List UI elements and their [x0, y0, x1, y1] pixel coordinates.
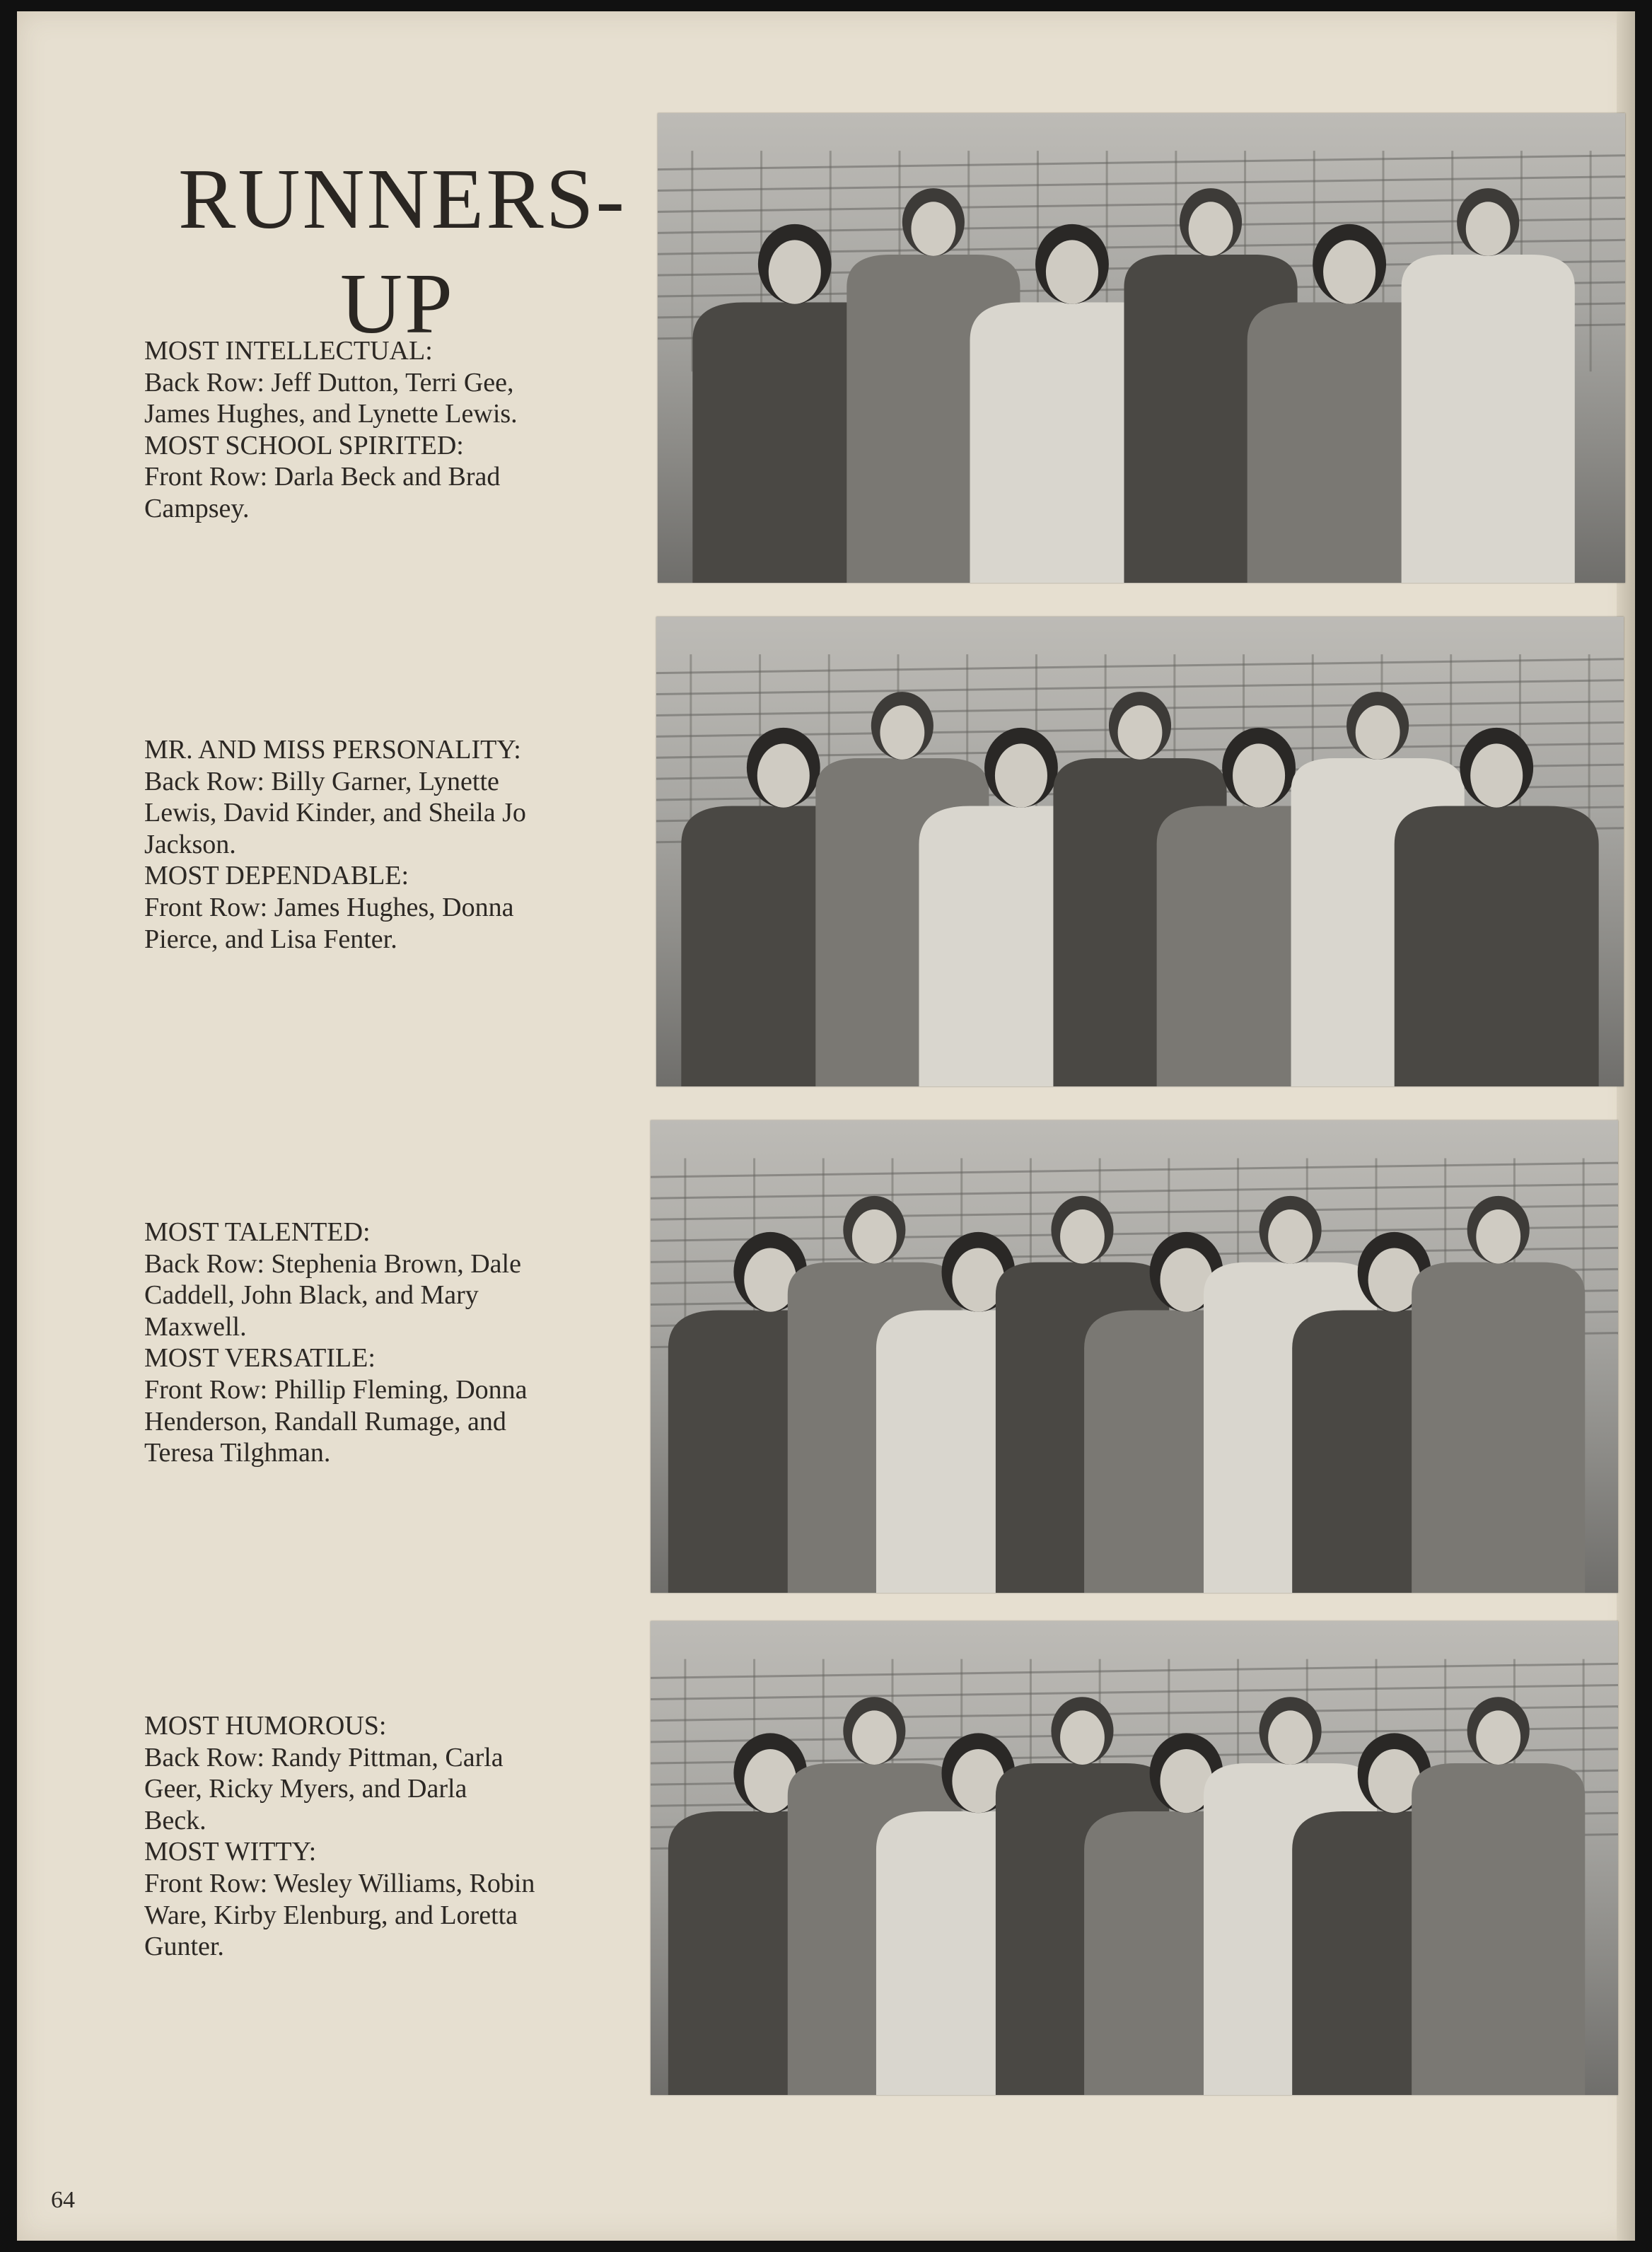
title-line-2: UP — [340, 256, 455, 352]
person-face — [1060, 1710, 1105, 1765]
caption-line: Jackson. — [144, 829, 236, 859]
group-photo-1 — [658, 113, 1625, 583]
caption-line: Campsey. — [144, 493, 250, 523]
yearbook-page — [17, 11, 1635, 2241]
person-face — [1470, 743, 1523, 807]
person-body — [1412, 1263, 1585, 1593]
caption-line: Pierce, and Lisa Fenter. — [144, 924, 397, 954]
caption-line: Front Row: Phillip Fleming, Donna — [144, 1374, 528, 1405]
caption-line: Gunter. — [144, 1932, 224, 1962]
person-face — [1046, 240, 1098, 303]
page-number: 64 — [51, 2187, 75, 2213]
photo-scene — [656, 617, 1624, 1086]
page-title — [178, 147, 627, 356]
bleacher-line — [658, 156, 1625, 170]
caption-line: Back Row: Billy Garner, Lynette — [144, 766, 499, 796]
photo-scene — [651, 1120, 1618, 1593]
person-face — [1268, 1209, 1313, 1264]
caption-line: Geer, Ricky Myers, and Darla — [144, 1774, 467, 1804]
caption-line: MOST INTELLECTUAL: — [144, 336, 433, 366]
caption-line: MOST HUMOROUS: — [144, 1711, 387, 1741]
caption-line: Back Row: Randy Pittman, Carla — [144, 1742, 504, 1772]
person-face — [757, 743, 810, 807]
bleacher-line — [651, 1685, 1618, 1699]
caption-section-3 — [144, 1217, 632, 1469]
bleacher-line — [656, 659, 1624, 673]
person-body — [1402, 255, 1575, 583]
person-face — [880, 705, 924, 760]
caption-line: MOST VERSATILE: — [144, 1343, 376, 1374]
person-face — [1323, 240, 1375, 303]
person-face — [1476, 1209, 1520, 1264]
caption-line: Front Row: Darla Beck and Brad — [144, 462, 501, 492]
caption-line: MR. AND MISS PERSONALITY: — [144, 735, 521, 765]
bleacher-line — [651, 1184, 1618, 1198]
caption-line: James Hughes, and Lynette Lewis. — [144, 399, 518, 429]
person-face — [1466, 202, 1511, 256]
caption-line: Henderson, Randall Rumage, and — [144, 1406, 506, 1436]
person-face — [1189, 202, 1233, 256]
group-photo-2 — [656, 617, 1624, 1086]
caption-line: Lewis, David Kinder, and Sheila Jo — [144, 798, 526, 828]
caption-line: Back Row: Jeff Dutton, Terri Gee, — [144, 367, 514, 397]
person-body — [1395, 806, 1599, 1086]
caption-line: Back Row: Stephenia Brown, Dale — [144, 1248, 521, 1279]
group-photo-4 — [651, 1621, 1618, 2095]
person-face — [1118, 705, 1163, 760]
caption-line: Ware, Kirby Elenburg, and Loretta — [144, 1900, 518, 1930]
person-face — [769, 240, 821, 303]
title-line-1: RUNNERS- — [178, 151, 627, 247]
person-face — [1356, 705, 1400, 760]
caption-section-2 — [144, 734, 632, 955]
bleacher-line — [658, 177, 1625, 191]
person-face — [911, 202, 955, 256]
caption-line: MOST TALENTED: — [144, 1217, 371, 1247]
caption-line: MOST SCHOOL SPIRITED: — [144, 430, 464, 460]
caption-line: Caddell, John Black, and Mary — [144, 1280, 479, 1311]
photo-scene — [651, 1621, 1618, 2095]
person-face — [1476, 1710, 1520, 1765]
photo-scene — [658, 113, 1625, 583]
person-body — [1412, 1763, 1585, 2095]
caption-line: Front Row: James Hughes, Donna — [144, 892, 514, 922]
caption-line: Beck. — [144, 1805, 206, 1835]
person-face — [852, 1710, 897, 1765]
caption-line: MOST DEPENDABLE: — [144, 861, 409, 891]
caption-line: MOST WITTY: — [144, 1837, 317, 1867]
bleacher-line — [651, 1664, 1618, 1678]
caption-line: Front Row: Wesley Williams, Robin — [144, 1868, 535, 1898]
person-face — [995, 743, 1047, 807]
person-face — [852, 1209, 897, 1264]
person-face — [1268, 1710, 1313, 1765]
caption-section-1 — [144, 335, 632, 525]
person-face — [1060, 1209, 1105, 1264]
caption-line: Teresa Tilghman. — [144, 1438, 331, 1468]
person-face — [1233, 743, 1285, 807]
bleacher-line — [651, 1163, 1618, 1177]
caption-section-4 — [144, 1710, 632, 1963]
caption-line: Maxwell. — [144, 1311, 247, 1342]
group-photo-3 — [651, 1120, 1618, 1593]
